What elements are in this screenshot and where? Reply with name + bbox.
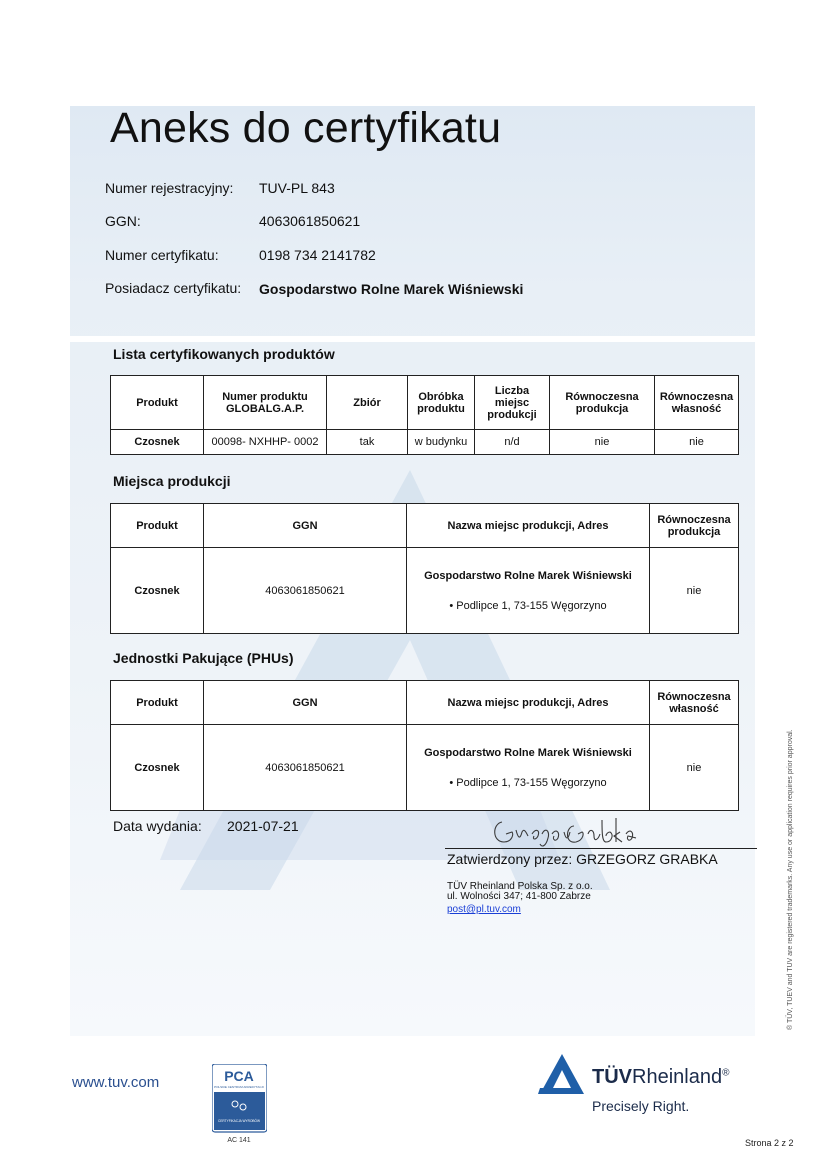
- products-heading: Lista certyfikowanych produktów: [113, 346, 335, 362]
- table-header: Produkt: [111, 376, 204, 430]
- meta-label-certificate: Numer certyfikatu:: [105, 247, 219, 263]
- site-name: Gospodarstwo Rolne Marek Wiśniewski: [424, 746, 632, 759]
- table-row: [111, 430, 739, 455]
- pca-logo-text: PCA: [224, 1068, 254, 1084]
- meta-label-registration: Numer rejestracyjny:: [105, 180, 234, 196]
- pca-subtitle: POLSKIE CENTRUM AKREDYTACJI: [214, 1085, 264, 1089]
- approved-by: Zatwierdzony przez: GRZEGORZ GRABKA: [447, 851, 718, 867]
- phus-heading: Jednostki Pakujące (PHUs): [113, 650, 294, 666]
- handwritten-signature: [490, 812, 670, 852]
- table-header: Równoczesna produkcja: [550, 376, 655, 430]
- sites-heading: Miejsca produkcji: [113, 473, 231, 489]
- table-header: GGN: [204, 504, 407, 548]
- meta-value-certificate: 0198 734 2141782: [259, 247, 376, 263]
- table-cell: w budynku: [408, 430, 475, 455]
- table-header: Zbiór: [327, 376, 408, 430]
- table-header: Produkt: [111, 504, 204, 548]
- table-cell: 00098- NXHHP- 0002: [204, 430, 327, 455]
- company-block: [447, 882, 593, 902]
- footer-url: www.tuv.com: [72, 1074, 160, 1091]
- table-header: Nazwa miejsc produkcji, Adres: [407, 504, 650, 548]
- meta-label-ggn: GGN:: [105, 213, 141, 229]
- address-cell: [407, 725, 650, 811]
- table-cell: Czosnek: [111, 548, 204, 634]
- table-cell: 4063061850621: [204, 548, 407, 634]
- table-row: [111, 548, 739, 634]
- table-cell: Czosnek: [111, 430, 204, 455]
- issue-date-value: 2021-07-21: [227, 818, 299, 834]
- trademark-note: ® TÜV, TUEV and TUV are registered trademarks. Any use or application requires prior approval.: [787, 729, 794, 1030]
- company-name: TÜV Rheinland Polska Sp. z o.o.: [447, 881, 593, 892]
- table-row: [111, 725, 739, 811]
- table-cell: nie: [550, 430, 655, 455]
- table-header: Liczba miejsc produkcji: [475, 376, 550, 430]
- tuv-triangle-logo-icon: [538, 1052, 586, 1096]
- meta-value-holder: Gospodarstwo Rolne Marek Wiśniewski: [259, 281, 524, 297]
- table-header: Obróbka produktu: [408, 376, 475, 430]
- meta-value-registration: TUV-PL 843: [259, 180, 335, 196]
- signature-line: [445, 848, 757, 849]
- table-cell: 4063061850621: [204, 725, 407, 811]
- address-cell: [407, 548, 650, 634]
- table-header-row: [111, 504, 739, 548]
- table-cell: Czosnek: [111, 725, 204, 811]
- issue-date-label: Data wydania:: [113, 818, 202, 834]
- phus-table: [110, 680, 739, 811]
- meta-label-holder: Posiadacz certyfikatu:: [105, 280, 242, 296]
- table-header: Równoczesna własność: [650, 681, 739, 725]
- table-cell: nie: [655, 430, 739, 455]
- table-header-row: [111, 681, 739, 725]
- company-address: ul. Wolności 347; 41-800 Zabrze: [447, 891, 591, 902]
- table-cell: nie: [650, 725, 739, 811]
- meta-value-ggn: 4063061850621: [259, 213, 361, 229]
- sites-table: [110, 503, 739, 634]
- table-header: Równoczesna produkcja: [650, 504, 739, 548]
- table-cell: n/d: [475, 430, 550, 455]
- page-title: Aneks do certyfikatu: [110, 104, 502, 152]
- pca-accreditation-badge: [212, 1064, 267, 1144]
- company-email-link[interactable]: post@pl.tuv.com: [447, 904, 521, 915]
- table-cell: nie: [650, 548, 739, 634]
- site-name: Gospodarstwo Rolne Marek Wiśniewski: [424, 569, 632, 582]
- table-header: Równoczesna własność: [655, 376, 739, 430]
- panel-divider: [70, 336, 755, 342]
- table-header: Nazwa miejsc produkcji, Adres: [407, 681, 650, 725]
- pca-caption: CERTYFIKACJA WYROBÓW: [217, 1119, 261, 1123]
- table-cell: tak: [327, 430, 408, 455]
- products-table: [110, 375, 739, 455]
- table-header: Numer produktu GLOBALG.A.P.: [204, 376, 327, 430]
- site-address: • Podlipce 1, 73-155 Węgorzyno: [449, 776, 607, 789]
- table-header: GGN: [204, 681, 407, 725]
- page-number: Strona 2 z 2: [745, 1138, 794, 1148]
- site-address: • Podlipce 1, 73-155 Węgorzyno: [449, 599, 607, 612]
- table-header-row: [111, 376, 739, 430]
- brand-wordmark: TÜVRheinland®: [592, 1066, 730, 1088]
- table-header: Produkt: [111, 681, 204, 725]
- pca-number: AC 141: [227, 1137, 251, 1144]
- brand-slogan: Precisely Right.: [592, 1098, 690, 1114]
